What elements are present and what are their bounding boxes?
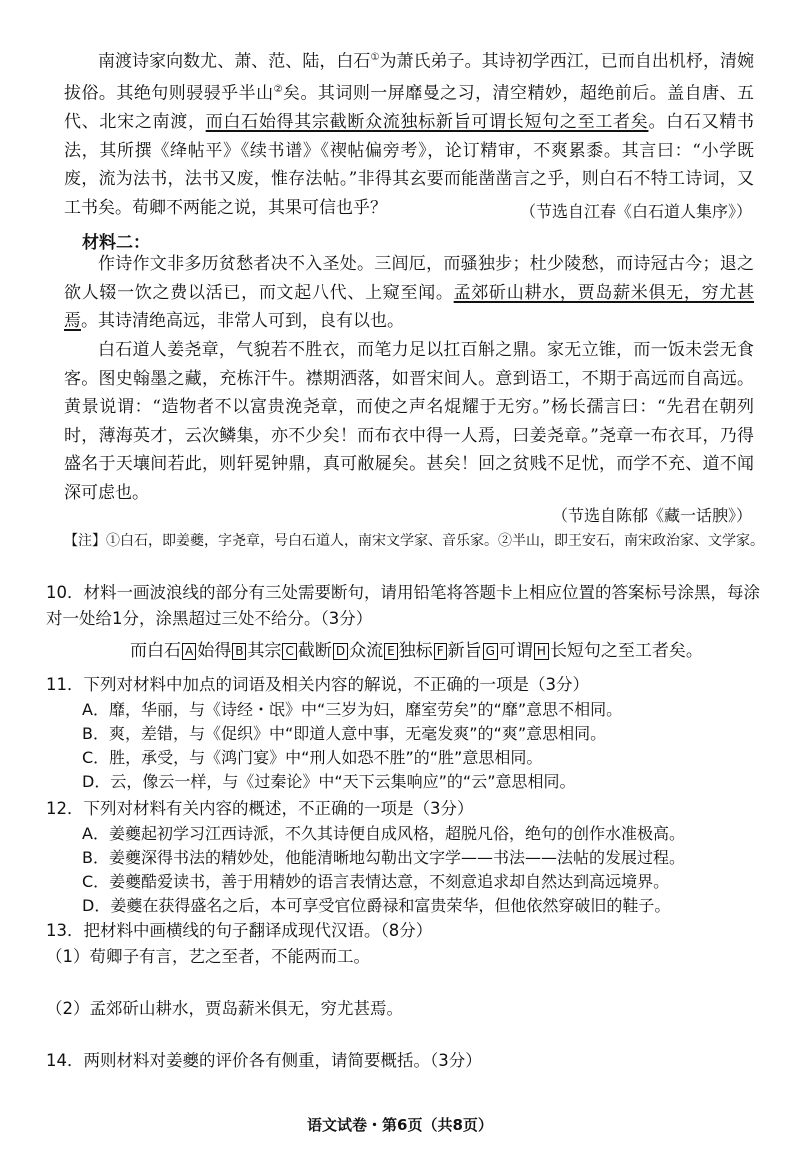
answer-box-d[interactable]: D	[333, 643, 348, 660]
answer-box-a[interactable]: A	[182, 643, 196, 660]
answer-box-b[interactable]: B	[232, 643, 246, 660]
wavy-underlined-sentence: 而白石始得其宗截断众流独标新旨可谓长短句之至工者矣	[205, 112, 649, 133]
question-14-stem: 14．两则材料对姜夔的评价各有侧重，请简要概括。（3分）	[46, 1051, 482, 1070]
footnote-marker-2: ②	[273, 84, 283, 96]
answer-box-c[interactable]: C	[282, 643, 296, 660]
q11-option-c[interactable]: C．胜，承受，与《鸿门宴》中“刑人如恐不胜”的“胜”意思相同。	[82, 748, 543, 767]
answer-box-h[interactable]: H	[534, 643, 549, 660]
q12-option-b[interactable]: B．姜夔深得书法的精妙处，他能清晰地勾勒出文字学——书法——法帖的发展过程。	[82, 848, 685, 867]
material2-paragraph-1: 作诗作文非多历贫愁者决不入圣处。三闾厄，而骚独步；杜少陵愁，而诗冠古今；退之欲人辍一饮之费以活已，而文起八代、上窥至闻。孟郊斫山耕水，贾岛薪米俱无，穷尤甚焉。其诗清绝高远，非常人可到，良有以也。	[64, 254, 755, 331]
q13-sentence-2: （2）孟郊斫山耕水，贾岛薪米俱无，穷尤甚焉。	[46, 999, 403, 1018]
q12-option-a[interactable]: A．姜夔起初学习江西诗派，不久其诗便自成风格，超脱凡俗，绝句的创作水准极高。	[82, 824, 685, 843]
q11-option-a[interactable]: A．靡，华丽，与《诗经・氓》中“三岁为妇，靡室劳矣”的“靡”意思不相同。	[82, 700, 623, 719]
answer-box-f[interactable]: F	[434, 643, 447, 660]
underlined-sentence: 孟郊斫山耕水，贾岛薪米俱无，穷尤甚焉	[64, 282, 755, 331]
question-13-stem: 13．把材料中画横线的句子翻译成现代汉语。（8分）	[46, 921, 433, 940]
q13-sentence-1: （1）荀卿子有言，艺之至者，不能两而工。	[46, 947, 370, 966]
q12-option-d[interactable]: D．姜夔在获得盛名之后，本可享受官位爵禄和富贵荣华，但他依然穿破旧的鞋子。	[82, 896, 671, 915]
material1-paragraph: 南渡诗家向数尤、萧、范、陆，白石①为萧氏弟子。其诗初学西江，已而自出机杼，清婉拔俗。其绝句则骎骎乎半山②矣。其词则一屏靡曼之习，清空精妙，超绝前后。盖自唐、五代、北宋之南渡，而白石始得其宗截断众流独标新旨可谓长短句之至工者矣。白石又精书法，其所撰《绛帖平》《续书谱》《禊帖偏旁考》，论订精审，不爽累黍。其言曰：“小学既废，流为法书，法书又废，惟存法帖。”非得其玄要而能凿凿言之乎，则白石不特工诗词，又工书矣。荀卿不两能之说，其果可信也乎？	[64, 51, 755, 218]
material2-heading: 材料二：	[82, 233, 150, 253]
material2-source: （节选自陈郁《藏一话腴》）	[551, 506, 752, 525]
footnote: 【注】①白石，即姜夔，字尧章，号白石道人，南宋文学家、音乐家。②半山，即王安石，南宋政治家、文学家。	[64, 533, 764, 549]
segmentation-sentence: 而白石 A 始得 B 其宗 C 截断 D 众流 E 独标 F 新旨 G 可谓 H 长短句之至工者矣。	[130, 641, 703, 661]
answer-box-g[interactable]: G	[483, 643, 498, 660]
answer-box-e[interactable]: E	[384, 643, 398, 660]
material2-paragraph-2: 白石道人姜尧章，气貌若不胜衣，而笔力足以扛百斛之鼎。家无立锥，而一饭未尝无食客。图史翰墨之藏，充栋汗牛。襟期洒落，如晋宋间人。意到语工，不期于高远而自高远。黄景说谓：“造物者不以富贵浼尧章，而使之声名焜耀于无穷。”杨长孺言曰：“先君在朝列时，薄海英才，云次鳞集，亦不少矣！而布衣中得一人焉，曰姜尧章。”尧章一布衣耳，乃得盛名于天壤间若此，则轩冕钟鼎，真可敝屣矣。甚矣！回之贫贱不足忧，而学不充、道不闻深可虑也。	[64, 340, 754, 503]
question-12-stem: 12．下列对材料有关内容的概述，不正确的一项是（3分）	[46, 799, 474, 818]
question-11-stem: 11．下列对材料中加点的词语及相关内容的解说，不正确的一项是（3分）	[46, 675, 589, 694]
q11-option-d[interactable]: D．云，像云一样，与《过秦论》中“天下云集响应”的“云”意思相同。	[82, 772, 576, 791]
question-10: 10．材料一画波浪线的部分有三处需要断句，请用铅笔将答题卡上相应位置的答案标号涂黑，每涂对一处给1分，涂黑超过三处不给分。（3分）	[46, 583, 760, 628]
material1-source: （节选自江春《白石道人集序》）	[519, 202, 752, 221]
page-footer: 语文试卷・第6页（共8页）	[307, 1116, 493, 1134]
q12-option-c[interactable]: C．姜夔酷爱读书，善于用精妙的语言表情达意，不刻意追求却自然达到高远境界。	[82, 872, 670, 891]
q11-option-b[interactable]: B．爽，差错，与《促织》中“即道人意中事，无毫发爽”的“爽”意思相同。	[82, 724, 607, 743]
footnote-marker-1: ①	[370, 52, 380, 63]
